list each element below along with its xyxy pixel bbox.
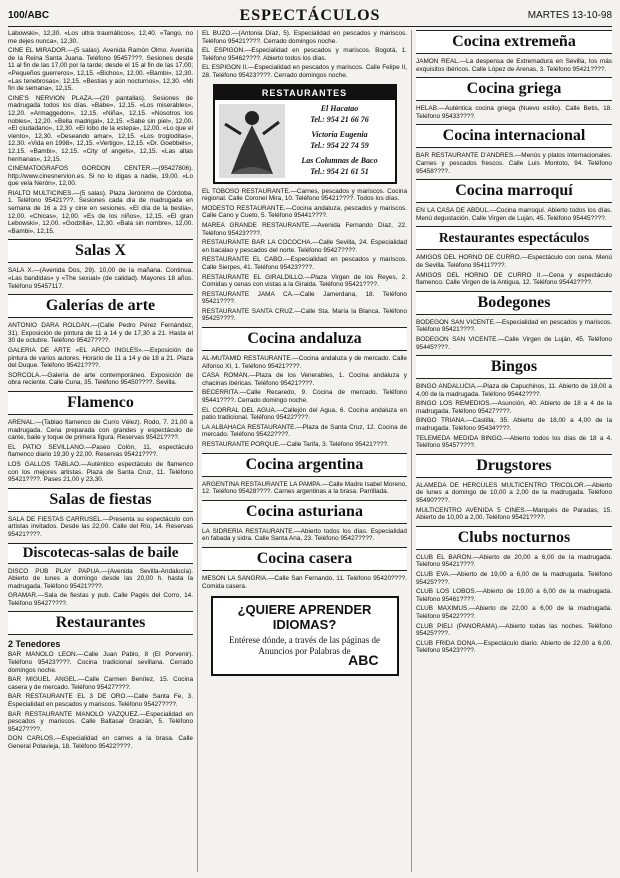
- ad-line: El Hacatao: [320, 103, 359, 113]
- listing: CLUB LOS LOBOS.—Abierto de 19,00 a 6,00 de la madrugada. Teléfono 95461????.: [416, 588, 612, 603]
- listing: EL CORRAL DEL AGUA.—Callejón del Agua, 6. Cocina andaluza en patio tradicional. Teléfono 95422????.: [202, 406, 407, 422]
- listing: ANTONIO DÁRA ROLDÁN.—(Calle Pedro Pérez Fernández, 31). Exposición de pintura de 11 a 14 y de 17,30 a 21. Hasta el 30 de octubre. Teléfono 95427????.: [8, 322, 193, 345]
- ad-line: Tel.: 954 22 74 59: [310, 140, 369, 150]
- listing: SALA DE FIESTAS CARRUSEL.—Presenta su espectáculo con artistas invitados. Desde las 22,00. Calle del Río, 14. Reservas 95421????.: [8, 515, 193, 538]
- listing: AL-MUTAMID RESTAURANTE.—Cocina andaluza y de mercado. Calle Alfonso XI, 1. Teléfono 95421????.: [202, 355, 407, 370]
- section-title: ESPECTÁCULOS: [239, 7, 381, 24]
- section-heading-cocina-casera: Cocina casera: [202, 547, 407, 571]
- column-1: [8, 30, 193, 874]
- listing: CINEMATOGRAFOS GORDÓN CENTER.—(95427806). http://www.cinesnervion.es. Si no lo digas a nadie, 19,00. «Lo que veía Nerón», 12,00.: [8, 165, 193, 188]
- listing: Labowski», 12,30. «Los ultra traumáticos», 12,40. «Tango, no me dejes nunca», 12,30.: [8, 30, 193, 45]
- listing: CASA ROMÁN.—Plaza de los Venerables, 1. Cocina andaluza y chacinas ibéricas. Teléfono 95421????.: [202, 372, 407, 387]
- listing: RESTAURANTE SANTA CRUZ.—Calle Sta. María la Blanca. Teléfono 95425????.: [202, 307, 407, 323]
- listing: BAR MANOLO LEÓN.—Calle Juan Pablo, 8 (El Porvenir). Teléfono 95423????. Cocina tradicional sevillana. Cerrado domingos noche.: [8, 651, 193, 674]
- listing: CLUB EVA.—Abierto de 19,00 a 6,00 de la madrugada. Teléfono 95425????.: [416, 571, 612, 586]
- listing: SALA X.—(Avenida Dos, 29). 10,00 de la mañana. Continua. «Las bandidas» y «The sexual» (de calidad). Mayores 18 años. Teléfono 95457117.: [8, 267, 193, 290]
- listing: RESTAURANTE JAMA CÁ.—Calle Jamerdana, 18. Teléfono 95421????.: [202, 290, 407, 306]
- listing: LA SIDRERÍA RESTAURANTE.—Abierto todos los días. Especialidad en fabada y sidra. Calle Santa Ana, 23. Teléfono 95427????.: [202, 527, 407, 543]
- listing: EL PATIO SEVILLANO.—Paseo Colón, 11, espectáculo flamenco diario 19,30 y 22,00. Reservas 95421????.: [8, 443, 193, 459]
- flamenco-dancer-illustration: [219, 104, 285, 178]
- listing: CLUB MAXIMUS.—Abierto de 22,00 a 6,00 de la madrugada. Teléfono 95422????.: [416, 605, 612, 620]
- listing: CINE EL MIRADOR.—(5 salas). Avenida Ramón Olmo. Avenida de la Reina Santa Juana. Teléfono 95457???. Sesiones desde 11 al fin de las 17,00 por la tarde; desde el 15 al fin de las 17,00; «Pequeños guerreros», 12,15. «Bichos», 12,00. «Bambi», 12,30. «Las tenebrosas», 12,15. «Bestias y aún nocturnos», 12,30. «Mi fin de semana», 12,15.: [8, 47, 193, 93]
- listing: CLUB FRIDA DONA.—Espectáculo diario. Abierto de 22,00 a 6,00. Teléfono 95423????.: [416, 639, 612, 655]
- listing: BAR RESTAURANTE EL 3 DE ORO.—Calle Santa Fe, 3. Especialidad en pescados y mariscos. Teléfono 95427????.: [8, 693, 193, 709]
- listing: CLUB EL BARÓN.—Abierto de 20,00 a 6,00 de la madrugada. Teléfono 95421????.: [416, 553, 612, 569]
- listing: MODESTO RESTAURANTE.—Cocina andaluza, pescados y mariscos. Calle Cano y Cueto, 5. Teléfono 95441????.: [202, 204, 407, 220]
- listing: BAR RESTAURANTE MANOLO VÁZQUEZ.—Especialidad en pescados y mariscos. Calle Baltasar Gracián, 5. Teléfono 95427????.: [8, 710, 193, 733]
- section-heading-clubs-nocturnos: Clubs nocturnos: [416, 526, 612, 550]
- section-heading-galerias: Galerías de arte: [8, 294, 193, 318]
- listing: EL ESPIGÓN.—Especialidad en pescados y mariscos. Bogotá, 1. Teléfono 95462????. Abierto todos los días.: [202, 47, 407, 62]
- restaurants-advertisement: [213, 84, 397, 184]
- listing: DISCO PUB PLAY PAPUA.—(Avenida Sevilla-Andalucía). Abierto de lunes a domingo desde las 20,00 h. hasta la madrugada. Teléfono 95421????.: [8, 567, 193, 590]
- section-heading-bodegones: Bodegones: [416, 291, 612, 315]
- ad-title: RESTAURANTES: [215, 86, 395, 100]
- listing: BECERRITA.—Calle Recaredo, 9. Cocina de mercado. Teléfono 95441????. Cerrado domingo noche.: [202, 389, 407, 405]
- column-rule: [197, 30, 198, 872]
- section-heading-cocina-griega: Cocina griega: [416, 77, 612, 101]
- listing: SORCOLA.—Galería de arte contemporáneo. Exposición de obra reciente. Calle Cuna, 35. Teléfono 95450????. Sevilla.: [8, 371, 193, 387]
- listing: MAREA GRANDE RESTAURANTE.—Avenida Fernando Díaz, 22. Teléfono 95423????.: [202, 221, 407, 237]
- listing: BODEGÓN SAN VICENTE.—Especialidad en pescados y mariscos. Teléfono 95421????.: [416, 318, 612, 334]
- listing: MULTICENTRO AVENIDA 5 CINES.—Marqués de Paradas, 15. Abierto de 10,00 a 2,00. Teléfono 95421????.: [416, 506, 612, 522]
- abc-logo: ABC: [348, 652, 379, 669]
- section-heading-restaurantes-espectaculos: Restaurantes espectáculos: [416, 226, 612, 250]
- section-heading-cocina-asturiana: Cocina asturiana: [202, 500, 407, 524]
- column-3: [416, 30, 612, 874]
- listing: BODEGÓN SAN VICENTE.—Calle Virgen de Luján, 45. Teléfono 95445????.: [416, 335, 612, 351]
- listing: CLUB PIELI (PANORAMA).—Abierto todas las noches. Teléfono 95425????.: [416, 622, 612, 638]
- listing: AMIGOS DEL HORNO DE CURRO II.—Cena y espectáculo flamenco. Calle Virgen de la Antigua, 12. Teléfono 95442????.: [416, 271, 612, 287]
- listing: BINGO TRIANA.—Castilla, 35. Abierto de 18,00 a 4,00 de la madrugada. Teléfono 95434????.: [416, 417, 612, 433]
- ad-line: Las Columnas de Baco: [301, 155, 378, 165]
- page-number: 100/ABC: [8, 10, 50, 21]
- column-rule: [411, 30, 412, 872]
- listing: JAMÓN REAL.—La despensa de Extremadura en Sevilla, los más exquisitos ibéricos. Calle López de Arenas, 3. Teléfono 95421????.: [416, 58, 612, 73]
- ad2-body: Entérese dónde, a través de las páginas de Anuncios por Palabras de: [229, 635, 380, 657]
- listing: ARENAL.—(Tablao flamenco de Curro Vélez). Rodo, 7. 21,00 a madrugada. Cena preparada con grandes y espectáculo de cante, baile y toque de primera figura. Reservas 95421????.: [8, 418, 193, 442]
- section-heading-cocina-argentina: Cocina argentina: [202, 453, 407, 477]
- section-heading-bingos: Bingos: [416, 355, 612, 379]
- listing: ARGENTINA RESTAURANTE LA PAMPA.—Calle Madre Isabel Moreno, 12. Teléfono 95428????. Carnes argentinas a la brasa. Parrillada.: [202, 480, 407, 496]
- section-heading-cocina-internacional: Cocina internacional: [416, 124, 612, 148]
- ad-line: Tel.: 954 21 66 76: [310, 114, 369, 124]
- listing: MESÓN LA SANGRÍA.—Calle San Fernando, 11. Teléfono 95420????. Comida casera.: [202, 574, 407, 590]
- section-heading-cocina-marroqui: Cocina marroquí: [416, 179, 612, 203]
- listing: GRAMAR.—Sala de fiestas y pub. Calle Pagés del Corro, 14. Teléfono 95427????.: [8, 592, 193, 607]
- section-heading-drugstores: Drugstores: [416, 454, 612, 478]
- section-heading-salas-x: Salas X: [8, 239, 193, 263]
- classifieds-advertisement: [211, 596, 399, 676]
- page-header: [8, 6, 612, 27]
- section-heading-salas-fiestas: Salas de fiestas: [8, 488, 193, 512]
- listing: ALAMEDA DE HÉRCULES MULTICENTRO TRICOLOR.—Abierto de lunes a domingo de 10,00 a 2,00 de la madrugada. Teléfono 95490????.: [416, 481, 612, 505]
- listing: LOS GALLOS TABLAO.—Auténtico espectáculo de flamenco con los mejores artistas. Plaza de Santa Cruz, 11. Teléfono 95421????. Pases 21,00 y 23,30.: [8, 460, 193, 484]
- listing: DON CARLOS.—Especialidad en carnes a la brasa. Calle General Polavieja, 18. Teléfono 95422????.: [8, 735, 193, 750]
- column-2: [202, 30, 407, 874]
- ad2-headline: ¿QUIERE APRENDER IDIOMAS?: [237, 602, 372, 633]
- listing: EN LA CASA DE ABDUL.—Cocina marroquí. Abierto todos los días. Menú degustación. Calle Virgen de Luján, 45. Teléfono 95445????.: [416, 207, 612, 222]
- listing: RESTAURANTE PORQUE.—Calle Tarifa, 3. Teléfono 95421????.: [202, 441, 389, 448]
- listing: RESTAURANTE EL CABO.—Especialidad en pescados y mariscos. Calle Sierpes, 41. Teléfono 95423????.: [202, 256, 407, 271]
- listing: CINE'S NERVIÓN PLAZA.—(20 pantallas). Sesiones de madrugada todos los días. «Babe», 12,15. «Los miserables», 12,20. «Armaggedon», 12,15. «Niña», 12,15. «Nosotros los nobles», 12,20. «Bella madrigal», 12,15. «Sabe sin piel», 12,00. «El ciudadano», 12,30. «El lobo de la estepa», 12,00. «Lo que el viento», 12,30. «Deseando amar», 12,15. «Los trogloditas», 12,30. «Vida en 1998», 12,15. «Vertigo», 12,15. «Dr. Goebbels», 12,15. «Bambi», 12,15. «City of angels», 12,15. «Las altas hermanas», 12,15.: [8, 94, 193, 163]
- section-heading-flamenco: Flamenco: [8, 391, 193, 415]
- listing: RIALTO MULTICINES.—(5 salas). Plaza Jerónimo de Córdoba, 1. Teléfono 95421???. Sesiones cada día de madrugada en semana de 16 a 23 y cine en sesiones. «El día de la bestia», 12,00. «Chicas», 12,00. «Es de los niños», 12,15. «El gran Lebowski», 12,00. «Godzilla», 12,30. «Bala sin nombre», 12,00. «Bambi», 12,15.: [8, 189, 193, 235]
- section-heading-restaurantes: Restaurantes: [8, 611, 193, 635]
- listing: EL ESPIGÓN II.—Especialidad en pescados y mariscos. Calle Felipe II, 28. Teléfono 95423????. Cerrado domingos noche.: [202, 64, 407, 79]
- listing: EL BUZO.—(Antonia Díaz, 5). Especialidad en pescados y mariscos. Teléfono 95421????. Cerrado domingos noche.: [202, 30, 407, 45]
- section-heading-cocina-andaluza: Cocina andaluza: [202, 327, 407, 351]
- listing: GALERÍA DE ARTE «EL ARCO INGLÉS».—Exposición de pintura de varios autores. Horario de 11 a 14 y de 18 a 21. Plaza del Duque. Teléfono 95421????.: [8, 347, 193, 370]
- listing: EL TOBOSO RESTAURANTE.—Carnes, pescados y mariscos. Cocina regional. Calle Coronel Mira, 10. Teléfono 95421????. Todos los días.: [202, 187, 407, 203]
- listing: RESTAURANTE BAR LA COCOCHA.—Calle Sevilla, 24. Especialidad en bacalao y pescados del norte. Teléfono 95427????.: [202, 239, 407, 254]
- listing: TELEMEDA MEDIDA BINGO.—Abierto todos los días de 18 a 4. Teléfono 95457????.: [416, 434, 612, 450]
- listing: LA ALBAHACA RESTAURANTE.—Plaza de Santa Cruz, 12. Cocina de mercado. Teléfono 95422????.: [202, 423, 407, 439]
- ad-line: Victoria Eugenia: [311, 129, 368, 139]
- ad-line: Tel.: 954 21 61 51: [310, 166, 369, 176]
- listing: BAR MIGUEL ÁNGEL.—Calle Carmen Benítez, 15. Cocina casera y de mercado. Teléfono 95427????.: [8, 676, 193, 691]
- listing: RESTAURANTE EL GIRALDILLO.—Plaza Virgen de los Reyes, 2. Comidas y cenas con vistas a la Giralda. Teléfono 95421????.: [202, 273, 407, 289]
- section-heading-cocina-extremena: Cocina extremeña: [416, 30, 612, 54]
- listing: BINGO LOS REMEDIOS.—Asunción, 40. Abierto de 18 a 4 de la madrugada. Teléfono 95427????.: [416, 400, 612, 415]
- listing: HELAB.—Auténtica cocina griega (Nuevo estilo). Calle Betis, 18. Teléfono 95433????.: [416, 105, 612, 120]
- section-heading-discotecas: Discotecas-salas de baile: [8, 543, 193, 564]
- listing: BAR RESTAURANTE D'ANDRES.—Menús y platos internacionales. Carnes y pescados frescos. Calle Luis Montoto, 94. Teléfono 95458????.: [416, 152, 612, 175]
- issue-date: MARTES 13-10-98: [527, 10, 612, 21]
- subheading-tenedores: 2 Tenedores: [8, 639, 61, 650]
- listing: BINGO ANDALUCÍA.—Plaza de Capuchinos, 11. Abierto de 18,00 a 4,00 de la madrugada. Teléfono 95442????.: [416, 383, 612, 398]
- listing: AMIGOS DEL HORNO DE CURRO.—Espectáculo con cena. Menú de Sevilla. Teléfono 95411????.: [416, 254, 612, 269]
